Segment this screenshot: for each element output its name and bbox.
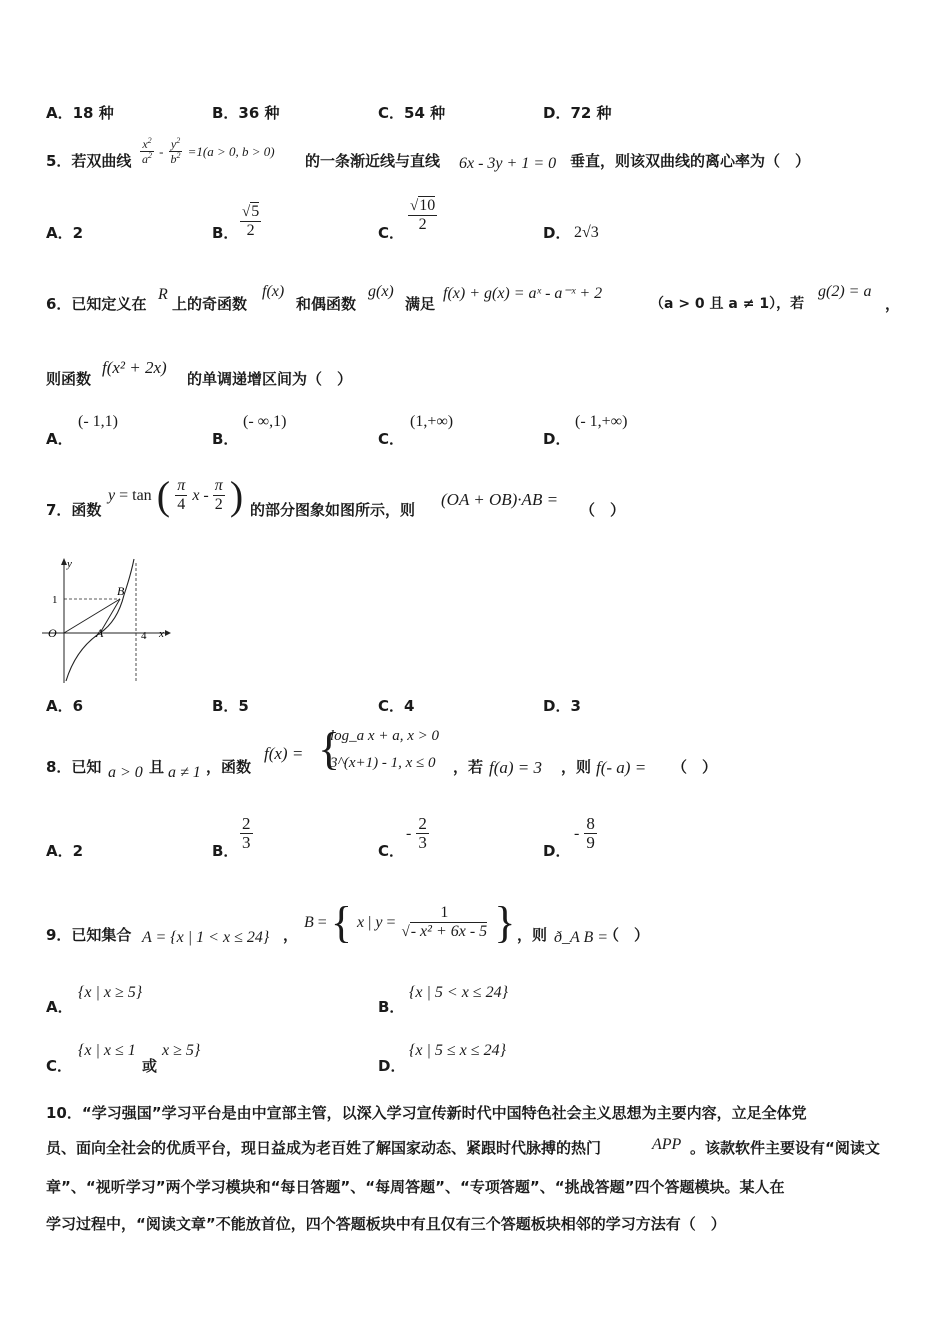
q6-gx: g(x): [368, 283, 394, 300]
q4-option-a: A．18 种: [46, 104, 114, 122]
q9-option-b-label: B．: [378, 998, 405, 1016]
q8-option-b-value: $\frac{2}{3}$: [242, 814, 251, 852]
q6-stem-b: 上的奇函数: [172, 295, 248, 313]
q9-option-c-value-1: {x | x ≤ 1: [78, 1042, 136, 1059]
q7-stem-a: 7．函数: [46, 501, 102, 519]
q8-stem-d: ，则: [561, 758, 592, 776]
q8-option-d-label: D．: [543, 842, 571, 860]
q9-complement: ð_A B =: [554, 929, 609, 946]
q6-stem2-a: 则函数: [46, 370, 92, 388]
q8-case-1: log_a x + a, x > 0: [330, 728, 439, 744]
label-y: y: [67, 558, 72, 570]
q6-stem2-b: 的单调递增区间为（ ）: [187, 370, 353, 388]
q5-option-c-label: C．: [378, 224, 405, 242]
q9-option-b-value: {x | 5 < x ≤ 24}: [409, 984, 508, 1001]
q9-stem-c: （ ）: [604, 926, 650, 944]
q5-line-eq: 6x - 3y + 1 = 0: [459, 155, 557, 172]
q9-option-a-value: {x | x ≥ 5}: [78, 984, 143, 1001]
q6-fcomp: f(x² + 2x): [102, 358, 167, 377]
label-A: A: [96, 626, 104, 640]
q7-stem-b: 的部分图象如图所示，则: [250, 501, 416, 519]
q8-fneg: f(- a) =: [596, 758, 647, 777]
q6-option-d-value: (- 1,+∞): [575, 413, 628, 430]
q6-option-a-value: (- 1,1): [78, 413, 118, 430]
q10-line-3: 章”、“视听学习”两个学习模块和“每日答题”、“每周答题”、“专项答题”、“挑战答题”四个答题模块。某人在: [46, 1178, 785, 1196]
q10-line-2b: 。该款软件主要设有“阅读文: [690, 1139, 880, 1157]
q7-option-c: C．4: [378, 697, 415, 715]
q6-equation: f(x) + g(x) = aˣ - a⁻ˣ + 2: [443, 285, 603, 302]
q10-line-2a: 员、面向全社会的优质平台，现日益成为老百姓了解国家动态、紧跟时代脉搏的热门: [46, 1139, 602, 1157]
q8-option-d-value: - $\frac{8}{9}$: [574, 814, 595, 852]
q6-option-d-label: D．: [543, 430, 571, 448]
q5-condition: =1(a > 0, b > 0): [187, 143, 275, 159]
q7-option-a: A．6: [46, 697, 84, 715]
q6-g2: g(2) = a: [818, 283, 872, 300]
q6-R: R: [158, 286, 168, 303]
q6-option-a-label: A．: [46, 430, 73, 448]
q8-a-gt-0: a > 0: [108, 764, 143, 781]
q8-qie: 且: [149, 758, 165, 776]
q5-stem-b: 的一条渐近线与直线: [305, 152, 441, 170]
q5-hyperbola-eq: $\frac{x^2}{a^2}$ - $\frac{y^2}{b^2}$ =1(a > 0, b > 0): [142, 136, 275, 166]
q5-option-a: A．2: [46, 224, 84, 242]
label-B: B: [117, 584, 125, 598]
tan-curve: [66, 559, 134, 681]
q6-fx: f(x): [262, 283, 285, 300]
q5-option-b-value: $\frac{√5}{2}$: [242, 203, 260, 239]
q6-option-b-value: (- ∞,1): [243, 413, 287, 430]
q9-option-c-value-2: x ≥ 5}: [162, 1042, 201, 1059]
q6-option-b-label: B．: [212, 430, 239, 448]
label-x: x: [159, 628, 164, 640]
q8-stem-b: ，函数: [206, 758, 252, 776]
q6-stem-a: 6．已知定义在: [46, 295, 147, 313]
q7-vector-expr: (OA + OB)·AB =: [441, 490, 559, 509]
q8-option-b-label: B．: [212, 842, 239, 860]
label-1: 1: [52, 594, 58, 606]
q6-option-c-value: (1,+∞): [410, 413, 454, 430]
q6-condition: （a > 0 且 a ≠ 1），若: [650, 296, 805, 312]
q8-fa: f(a) = 3: [489, 758, 543, 777]
q8-stem-c: ，若: [453, 758, 484, 776]
q5-stem-c: 垂直，则该双曲线的离心率为（ ）: [570, 152, 811, 170]
q6-stem-d: 满足: [405, 295, 436, 313]
q5-stem-a: 5．若双曲线: [46, 152, 132, 170]
q9-stem-b: ，则: [517, 926, 548, 944]
q7-function: y = tan ( $\frac{\pi}{4}$ x - $\frac{\pi}{2}$ ): [108, 473, 244, 518]
q9-option-a-label: A．: [46, 998, 73, 1016]
x-axis-arrow: [165, 630, 171, 636]
q8-case-2: 3^(x+1) - 1, x ≤ 0: [330, 755, 436, 771]
q6-stem-c: 和偶函数: [296, 295, 357, 313]
q7-stem-c: （ ）: [580, 501, 626, 519]
q4-option-b: B．36 种: [212, 104, 280, 122]
q5-option-c-value: $\frac{√10}{2}$: [410, 197, 436, 233]
q9-option-c-or: 或: [142, 1057, 158, 1075]
q10-line-4: 学习过程中，“阅读文章”不能放首位，四个答题板块中有且仅有三个答题板块相邻的学习方法有（ ）: [46, 1215, 726, 1233]
q7-option-b: B．5: [212, 697, 249, 715]
q8-option-a: A．2: [46, 842, 84, 860]
q6-comma: ，: [885, 295, 901, 313]
q7-graph: [40, 555, 175, 685]
q4-option-c: C．54 种: [378, 104, 446, 122]
q8-stem-a: 8．已知: [46, 758, 102, 776]
q5-option-b-label: B．: [212, 224, 239, 242]
q8-a-ne-1: a ≠ 1: [168, 764, 201, 781]
q9-set-a: A = {x | 1 < x ≤ 24}: [142, 929, 270, 946]
label-4: 4: [141, 630, 147, 642]
q6-option-c-label: C．: [378, 430, 405, 448]
q5-option-d-value: 2√3: [574, 224, 599, 241]
q9-set-b: B = { x | y = $\frac{1}{\text{√- x² + 6x - 5}}$ }: [304, 898, 516, 947]
q10-line-1: 10．“学习强国”学习平台是由中宣部主管，以深入学习宣传新时代中国特色社会主义思想为主要内容，立足全体党: [46, 1104, 807, 1122]
q9-option-d-label: D．: [378, 1057, 406, 1075]
q4-option-d: D．72 种: [543, 104, 612, 122]
q7-option-d: D．3: [543, 697, 581, 715]
q8-stem-e: （ ）: [672, 758, 718, 776]
q8-option-c-value: - $\frac{2}{3}$: [406, 814, 427, 852]
q9-stem-a: 9．已知集合: [46, 926, 132, 944]
q9-option-d-value: {x | 5 ≤ x ≤ 24}: [409, 1042, 506, 1059]
label-O: O: [48, 626, 57, 640]
q8-option-c-label: C．: [378, 842, 405, 860]
q9-comma: ，: [283, 926, 299, 944]
vector-OB: [64, 599, 120, 633]
q9-option-c-label: C．: [46, 1057, 73, 1075]
q10-app: APP: [652, 1136, 682, 1153]
q8-fx: f(x) =: [264, 744, 304, 763]
q5-option-d-label: D．: [543, 224, 571, 242]
